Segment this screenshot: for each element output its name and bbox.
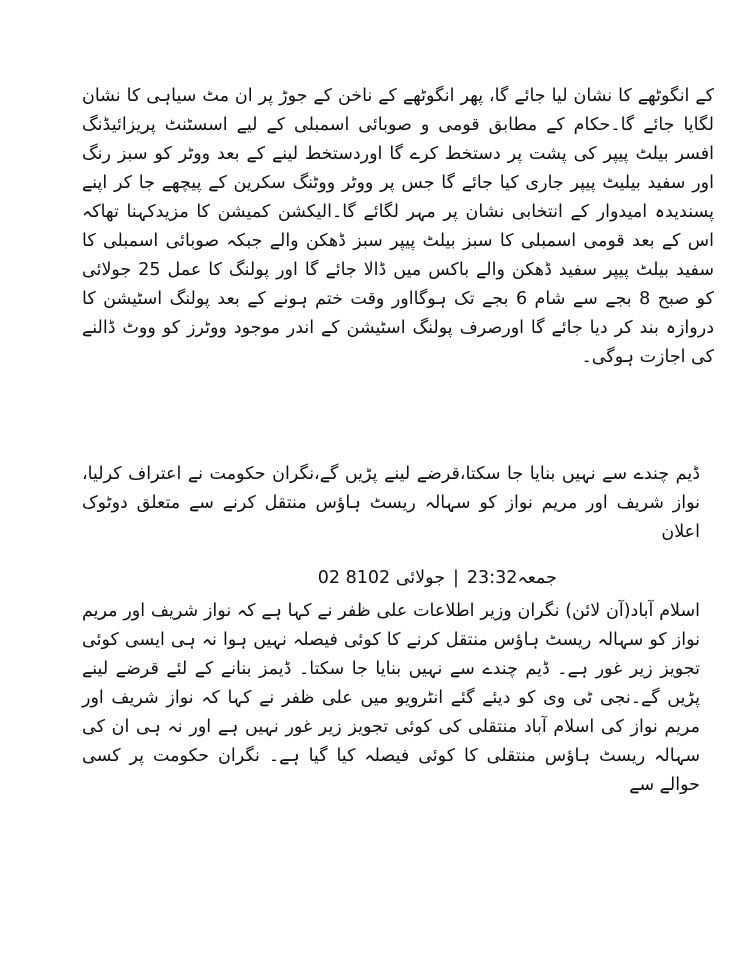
dateline-date: 02 جولائی 8102 <box>317 568 446 588</box>
article-paragraph-polling-procedure: کے انگوٹھے کا نشان لیا جائے گا، پھر انگوٹھے کے ناخن کے جوڑ پر ان مٹ سیاہی کا نشان لگایا جائے گا۔حکام کے مطابق قومی و صوبائی اسمبلی کے لیے اسسٹنٹ پریزائیڈنگ افسر بیلٹ پیپر کی پشت پر دستخط کرے گا اوردستخط لینے کے بعد ووٹر کو سبز رنگ اور سفید بیلیٹ پیپر جاری کیا جائے گا جس پر ووٹر ووٹنگ سکرین کے پیچھے جا کر اپنے پسندیدہ امیدوار کے انتخابی نشان پر مہر لگائے گا۔الیکشن کمیشن کا مزیدکہنا تھاکہ اس کے بعد قومی اسمبلی کا سبز بیلٹ پیپر سبز ڈھکن والے جبکہ صوبائی اسمبلی کا سفید بیلٹ پیپر سفید ڈھکن والے باکس میں ڈالا جائے گا اور پولنگ کا عمل 25 جولائی کو صبح 8 بجے سے شام 6 بجے تک ہوگااور وقت ختم ہونے کے بعد پولنگ اسٹیشن کا دروازہ بند کر دیا جائے گا اورصرف پولنگ اسٹیشن کے اندر موجود ووٹرز کو ووٹ ڈالنے کی اجازت ہوگی۔ <box>82 86 715 367</box>
article-headline: ڈیم چندے سے نہیں بنایا جا سکتا،قرضے لینے پڑیں گے،نگران حکومت نے اعتراف کرلیا، نواز شریف اور مریم نواز کو سہالہ ریسٹ ہاؤس منتقل کرنے سے متعلق دوٹوک اعلان <box>82 464 700 542</box>
dateline <box>318 565 557 591</box>
dateline-time: 23:32 <box>466 568 518 588</box>
article-body-paragraph: اسلام آباد(آن لائن) نگران وزیر اطلاعات علی ظفر نے کہا ہے کہ نواز شریف اور مریم نواز کو سہالہ ریسٹ ہاؤس منتقل کرنے کا کوئی فیصلہ نہیں ہوا نہ ہی ایسی کوئی تجویز زیر غور ہے۔ ڈیم چندے سے نہیں بنایا جا سکتا۔ ڈیمز بنانے کے لئے قرضے لینے پڑیں گے۔نجی ٹی وی کو دیئے گئے انٹرویو میں علی ظفر نے کہا کہ نواز شریف اور مریم نواز کی اسلام آباد منتقلی کی کوئی تجویز زیر غور نہیں ہے اور نہ ہی ان کی سہالہ ریسٹ ہاؤس منتقلی کا کوئی فیصلہ کیا گیا ہے۔ نگران حکومت پر کسی حوالے سے <box>82 601 700 795</box>
dateline-separator: | <box>453 568 459 588</box>
dateline-day: جمعہ <box>517 568 557 588</box>
